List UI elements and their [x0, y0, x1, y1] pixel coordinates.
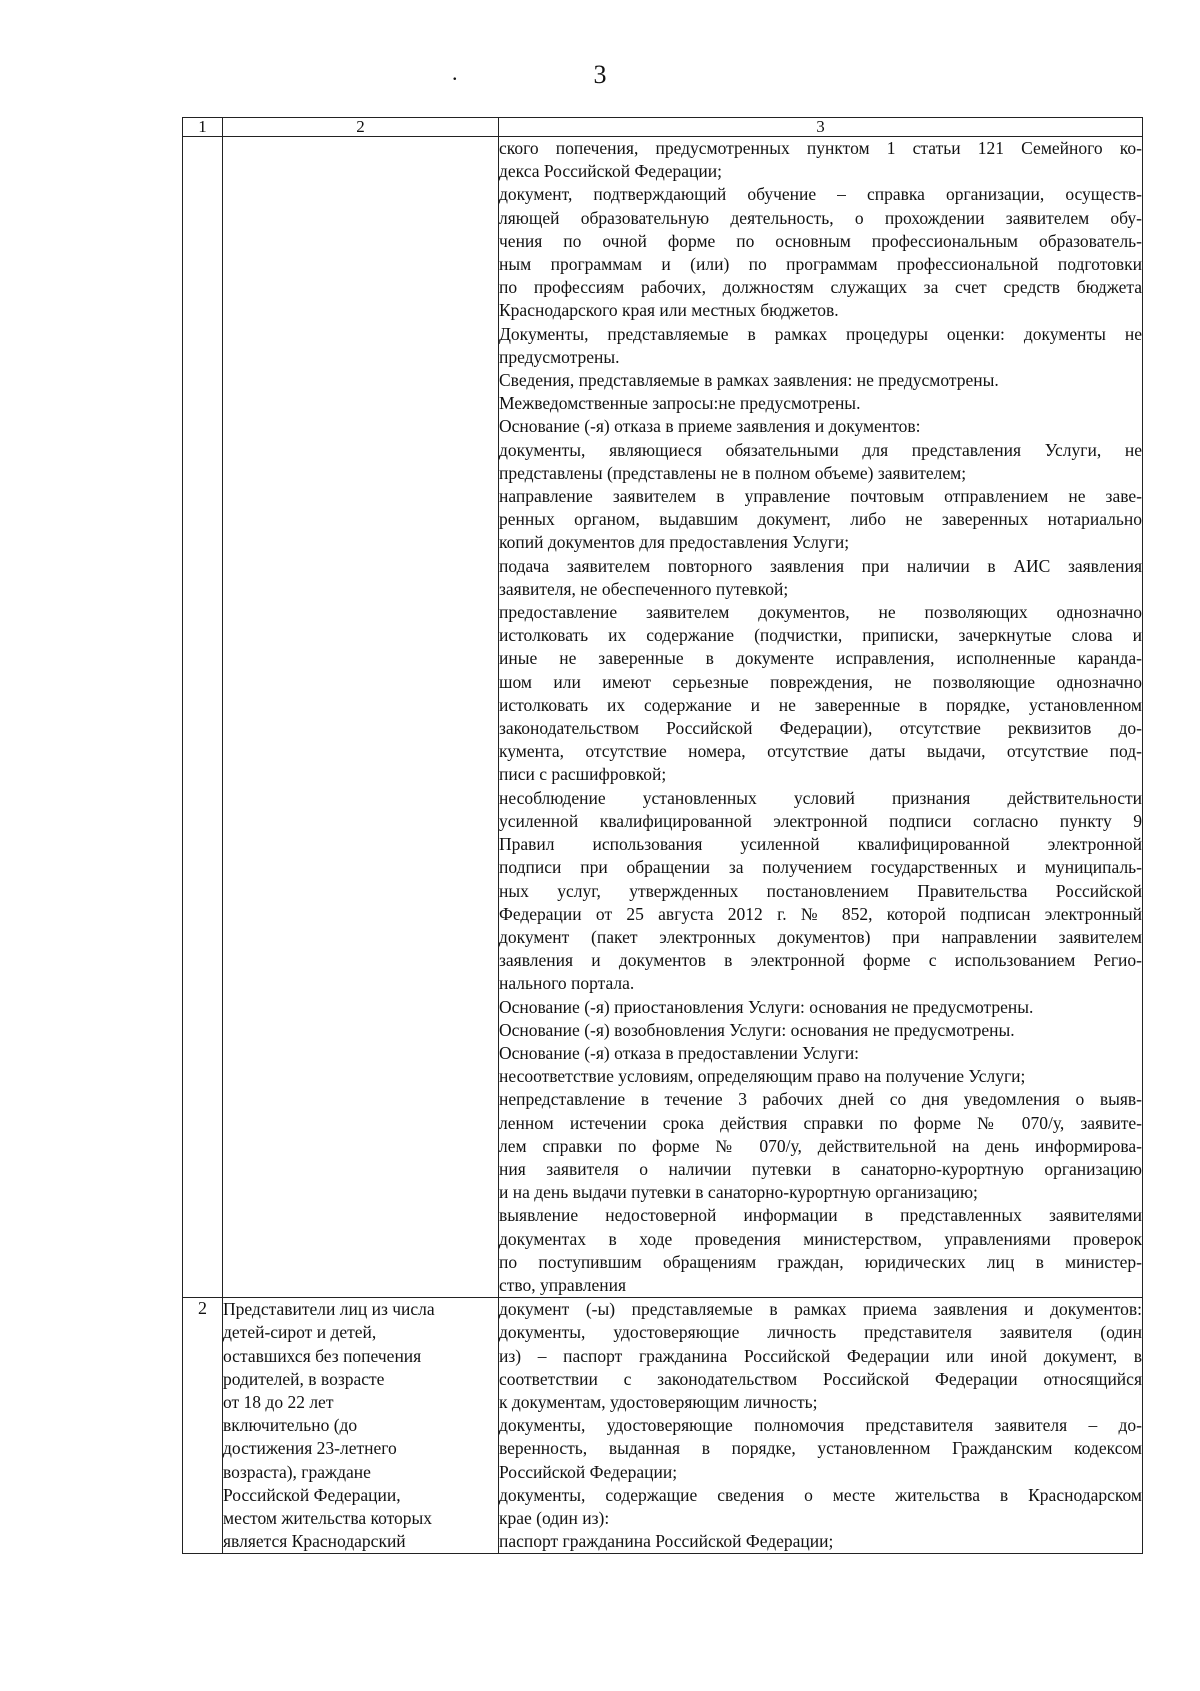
text-line: подача заявителем повторного заявления при наличии в АИС заявления [499, 555, 1142, 576]
text-line: Основание (-я) отказа в приеме заявления и документов: [499, 416, 921, 437]
text-line: истолковать их содержание (подчистки, приписки, зачеркнутые слова и [499, 625, 1142, 646]
text-line: шом или имеют серьезные повреждения, не позволяющие однозначно [499, 671, 1142, 692]
text-line: из) – паспорт гражданина Российской Федерации или иной документ, в [499, 1345, 1142, 1366]
text-line: ского попечения, предусмотренных пунктом 1 статьи 121 Семейного ко- [499, 138, 1142, 158]
text-line: декса Российской Федерации; [499, 161, 722, 182]
text-line: ния заявителя о наличии путевки в санаторно-курортную организацию [499, 1158, 1142, 1179]
category-line: Российской Федерации, [223, 1484, 401, 1505]
table-row [183, 137, 1143, 1298]
text-line: документ (пакет электронных документов) при направлении заявителем [499, 926, 1142, 947]
text-line: чения по очной форме по основным профессиональным образователь- [499, 230, 1142, 251]
stray-mark: . [452, 60, 458, 85]
requirements-cell [499, 137, 1143, 1298]
text-line: Основание (-я) отказа в предоставлении Услуги: [499, 1042, 860, 1063]
text-line: Правил использования усиленной квалифицированной электронной [499, 834, 1142, 855]
text-line: к документам, удостоверяющим личность; [499, 1391, 818, 1412]
text-line: ных услуг, утвержденных постановлением Правительства Российской [499, 880, 1142, 901]
text-line: предоставление заявителем документов, не позволяющих однозначно [499, 602, 1142, 623]
document-table [182, 117, 1143, 1554]
header-col-2: 2 [223, 118, 499, 137]
text-line: усиленной квалифицированной электронной подписи согласно пункту 9 [499, 810, 1142, 831]
category-line: местом жительства которых [223, 1507, 433, 1528]
text-line: ляющей образовательную деятельность, о прохождении заявителем обу- [499, 207, 1142, 228]
text-line: нального портала. [499, 973, 635, 994]
category-line: детей-сирот и детей, [223, 1322, 377, 1343]
text-line: Документы, представляемые в рамках процедуры оценки: документы не [499, 323, 1142, 344]
text-line: крае (один из): [499, 1507, 610, 1528]
text-line: документы, удостоверяющие личность представителя заявителя (один [499, 1322, 1142, 1343]
table-header-row [183, 118, 1143, 137]
category-line: Представители лиц из числа [223, 1299, 435, 1320]
text-line: Сведения, представляемые в рамках заявления: не предусмотрены. [499, 370, 999, 391]
text-line: документ, подтверждающий обучение – справка организации, осуществ- [499, 184, 1142, 205]
text-line: документ (-ы) представляемые в рамках приема заявления и документов: [499, 1299, 1142, 1320]
text-line: направление заявителем в управление почтовым отправлением не заве- [499, 486, 1142, 507]
category-cell [223, 137, 499, 1298]
header-col-1: 1 [183, 118, 223, 137]
text-line: Краснодарского края или местных бюджетов. [499, 300, 839, 321]
text-line: по профессиям рабочих, должностям служащих за счет средств бюджета [499, 277, 1142, 298]
header-col-3: 3 [499, 118, 1143, 137]
text-line: ным программам и (или) по программам профессиональной подготовки [499, 254, 1142, 275]
category-line: возраста), граждане [223, 1461, 371, 1482]
text-line: истолковать их содержание и не заверенные в порядке, установленном [499, 694, 1142, 715]
text-line: подписи при обращении за получением государственных и муниципаль- [499, 857, 1142, 878]
text-line: представлены (представлены не в полном объеме) заявителем; [499, 462, 967, 483]
text-line: копий документов для предоставления Услуги; [499, 532, 850, 553]
category-line: включительно (до [223, 1415, 358, 1436]
text-line: по поступившим обращениям граждан, юридических лиц в министер- [499, 1251, 1142, 1272]
text-line: Основание (-я) возобновления Услуги: основания не предусмотрены. [499, 1019, 1015, 1040]
category-cell [223, 1298, 499, 1554]
text-line: Межведомственные запросы:не предусмотрены. [499, 393, 861, 414]
text-line: непредставление в течение 3 рабочих дней со дня уведомления о выяв- [499, 1089, 1142, 1110]
text-line: кумента, отсутствие номера, отсутствие даты выдачи, отсутствие под- [499, 741, 1142, 762]
text-line: выявление недостоверной информации в представленных заявителями [499, 1205, 1142, 1226]
requirements-cell [499, 1298, 1143, 1554]
table-row [183, 1298, 1143, 1554]
text-line: и на день выдачи путевки в санаторно-курортную организацию; [499, 1182, 978, 1203]
text-line: соответствии с законодательством Российской Федерации относящийся [499, 1368, 1142, 1389]
category-line: является Краснодарский [223, 1531, 406, 1552]
text-line: документы, удостоверяющие полномочия представителя заявителя – до- [499, 1415, 1142, 1436]
text-line: иные не заверенные в документе исправления, исполненные каранда- [499, 648, 1142, 669]
category-line: достижения 23-летнего [223, 1438, 397, 1459]
text-line: ство, управления [499, 1274, 627, 1295]
category-line: от 18 до 22 лет [223, 1391, 334, 1412]
text-line: документы, являющиеся обязательными для представления Услуги, не [499, 439, 1142, 460]
text-line: заявителя, не обеспеченного путевкой; [499, 578, 789, 599]
text-line: предусмотрены. [499, 346, 620, 367]
text-line: законодательством Российской Федерации), отсутствие реквизитов до- [499, 718, 1142, 739]
text-line: заявления и документов в электронной форме с использованием Регио- [499, 950, 1142, 971]
page-number: 3 [593, 60, 607, 89]
text-line: ренных органом, выдавшим документ, либо не заверенных нотариально [499, 509, 1142, 530]
text-line: ленном истечении срока действия справки по форме № 070/у, заявите- [499, 1112, 1142, 1133]
text-line: несоответствие условиям, определяющим право на получение Услуги; [499, 1066, 1026, 1087]
text-line: писи с расшифровкой; [499, 764, 667, 785]
text-line: Основание (-я) приостановления Услуги: основания не предусмотрены. [499, 996, 1034, 1017]
category-line: родителей, в возрасте [223, 1368, 385, 1389]
text-line: лем справки по форме № 070/у, действительной на день информирова- [499, 1135, 1142, 1156]
text-line: несоблюдение установленных условий признания действительности [499, 787, 1142, 808]
row-number [183, 137, 223, 1298]
text-line: документы, содержащие сведения о месте жительства в Краснодарском [499, 1484, 1142, 1505]
text-line: Российской Федерации; [499, 1461, 678, 1482]
text-line: Федерации от 25 августа 2012 г. № 852, которой подписан электронный [499, 903, 1142, 924]
text-line: документах в ходе проведения министерством, управлениями проверок [499, 1228, 1142, 1249]
text-line: паспорт гражданина Российской Федерации; [499, 1531, 834, 1552]
row-number: 2 [183, 1298, 223, 1554]
category-line: оставшихся без попечения [223, 1345, 422, 1366]
text-line: веренность, выданная в порядке, установленном Гражданским кодексом [499, 1438, 1142, 1459]
